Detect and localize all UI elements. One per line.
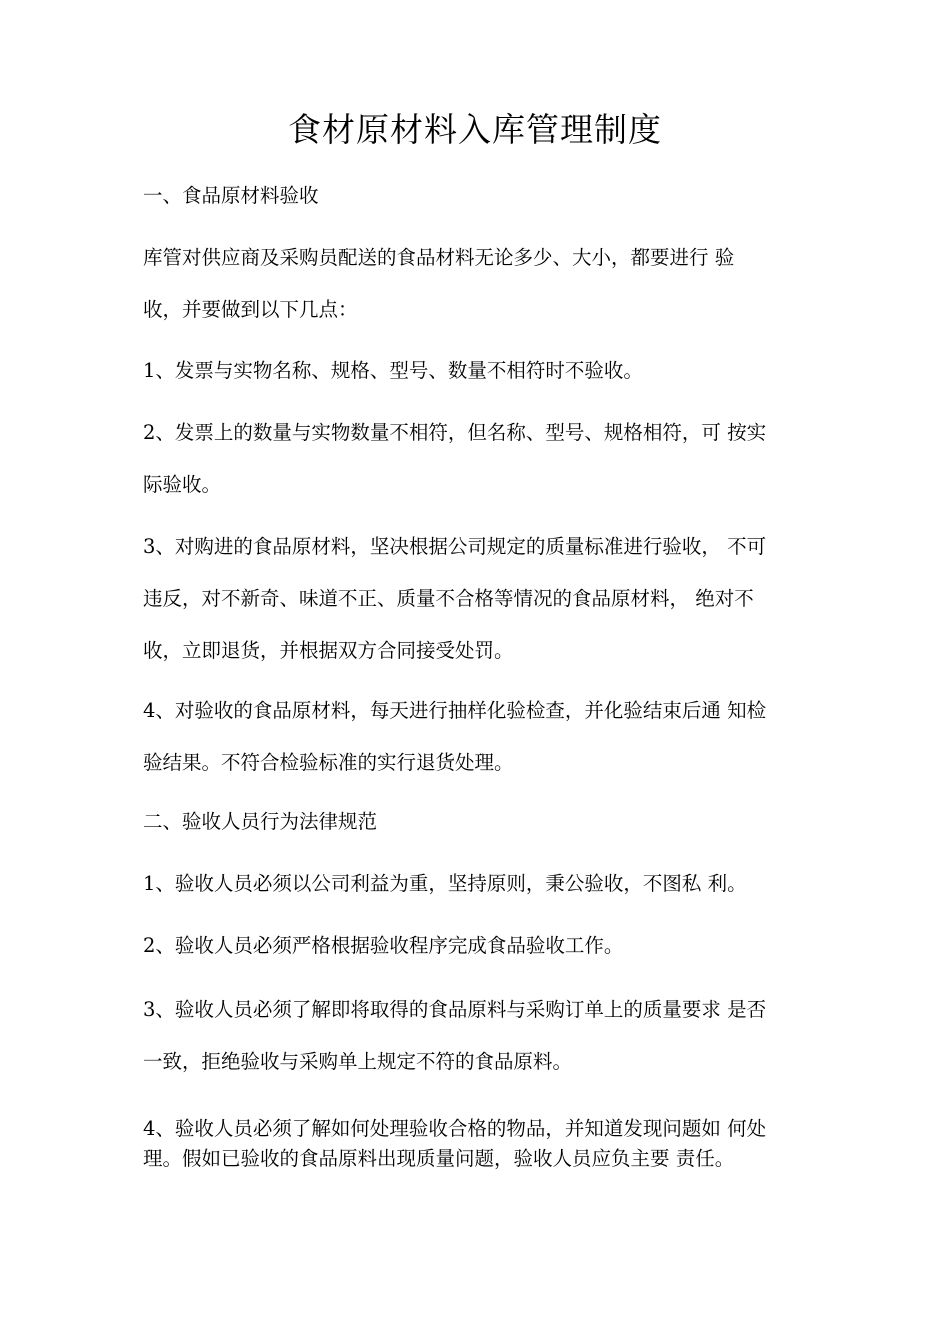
text-line: 3、验收人员必须了解即将取得的食品原料与采购订单上的质量要求 是否 [143,998,767,1021]
document-title: 食材原材料入库管理制度 [288,110,662,149]
text-line: 理。假如已验收的食品原料出现质量问题，验收人员应负主要 责任。 [143,1147,735,1170]
paragraph-item-1-3 [143,521,833,677]
text-line: 违反，对不新奇、味道不正、质量不合格等情况的食品原材料， 绝对不 [143,587,754,610]
text-line: 2、发票上的数量与实物数量不相符，但名称、型号、规格相符，可 按实 [143,421,767,444]
paragraph-intro [143,232,833,336]
text-line: 3、对购进的食品原材料，坚决根据公司规定的质量标准进行验收， 不可 [143,535,767,558]
text-line: 收，立即退货，并根据双方合同接受处罚。 [143,639,514,662]
paragraph-item-1-2 [143,407,833,511]
text-line: 一、食品原材料验收 [143,184,319,207]
text-line: 1、验收人员必须以公司利益为重，坚持原则，秉公验收，不图私 利。 [143,872,747,895]
text-line: 2、验收人员必须严格根据验收程序完成食品验收工作。 [143,934,624,957]
paragraph-item-1-4 [143,685,833,789]
text-line: 4、对验收的食品原材料，每天进行抽样化验检查，并化验结束后通 知检 [143,699,767,722]
paragraph-item-2-3 [143,984,833,1088]
text-line: 1、发票与实物名称、规格、型号、数量不相符时不验收。 [143,359,643,382]
text-line: 二、验收人员行为法律规范 [143,810,378,833]
text-line: 验结果。不符合检验标准的实行退货处理。 [143,751,514,774]
text-line: 际验收。 [143,473,222,496]
text-line: 库管对供应商及采购员配送的食品材料无论多少、大小，都要进行 验 [143,246,735,269]
section-heading-1 [143,170,833,222]
text-line: 收，并要做到以下几点： [143,298,358,321]
paragraph-item-2-1 [143,858,833,910]
paragraph-item-2-4 [143,1114,833,1174]
text-line: 4、验收人员必须了解如何处理验收合格的物品，并知道发现问题如 何处 [143,1117,767,1140]
paragraph-item-1-1 [143,345,833,397]
text-line: 一致，拒绝验收与采购单上规定不符的食品原料。 [143,1050,573,1073]
paragraph-item-2-2 [143,920,833,972]
section-heading-2 [143,796,833,848]
